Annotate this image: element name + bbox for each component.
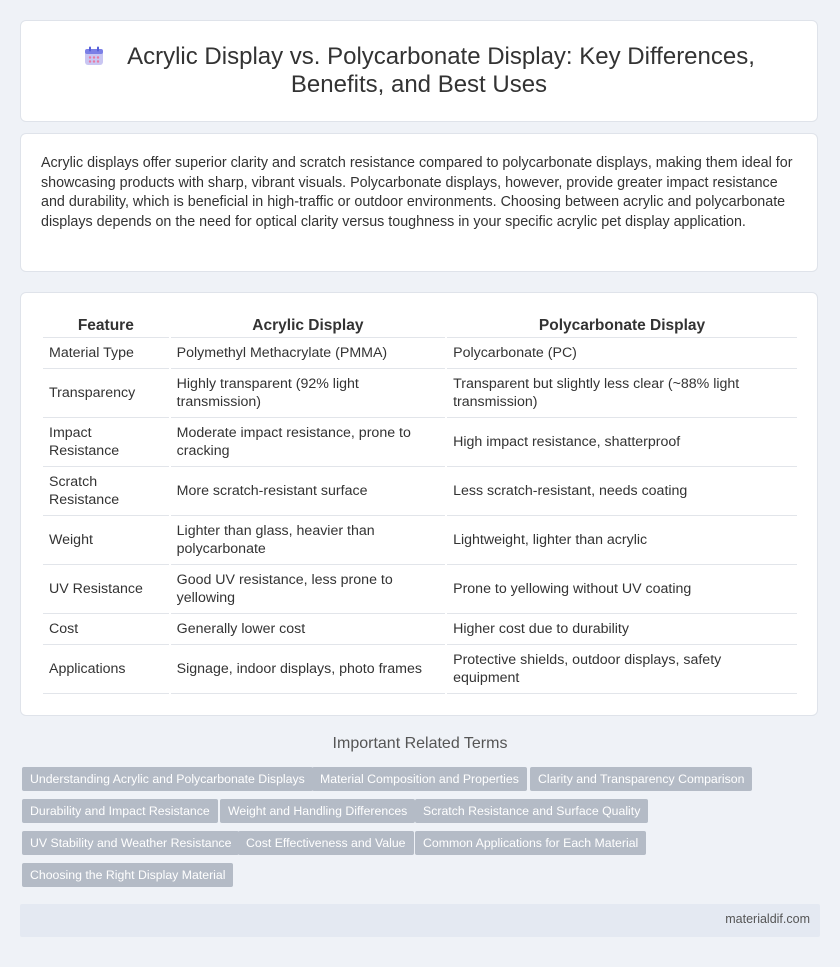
cell-polycarbonate: Higher cost due to durability — [447, 614, 797, 645]
related-term-tag[interactable]: Material Composition and Properties — [312, 767, 527, 791]
intro-card — [20, 133, 818, 272]
cell-feature: Impact Resistance — [43, 418, 169, 467]
related-term-tag[interactable]: UV Stability and Weather Resistance — [22, 831, 239, 855]
title-text-1: Acrylic Display vs. Polycarbonate Display: Key Differences, — [127, 43, 755, 70]
cell-feature: Weight — [43, 516, 169, 565]
related-terms-heading: Important Related Terms — [332, 735, 508, 752]
cell-feature: Material Type — [43, 338, 169, 369]
table-header-row — [43, 315, 797, 338]
footer-bar — [20, 904, 820, 937]
cell-feature: Scratch Resistance — [43, 467, 169, 516]
intro-paragraph: Acrylic displays offer superior clarity and scratch resistance compared to polycarbonate displays, making them ideal for showcasing products with sharp, vibrant visuals. Polycarbonate displays, however, provide greater impact resistance and durability, which is beneficial in high-traffic or outdoor environments. Choosing between acrylic and polycarbonate displays depends on the need for optical clarity versus toughness in your specific acrylic pet display application. — [41, 155, 793, 230]
related-term-tag[interactable]: Durability and Impact Resistance — [22, 799, 218, 823]
comparison-card — [20, 292, 818, 716]
cell-acrylic: Good UV resistance, less prone to yellowing — [171, 565, 445, 614]
header-feature: Feature — [43, 315, 169, 338]
cell-acrylic: Moderate impact resistance, prone to cracking — [171, 418, 445, 467]
calendar-icon — [83, 45, 105, 67]
table-row — [43, 516, 797, 565]
comparison-table — [41, 315, 799, 694]
cell-polycarbonate: Transparent but slightly less clear (~88% light transmission) — [447, 369, 797, 418]
table-row — [43, 645, 797, 694]
related-term-tag[interactable]: Common Applications for Each Material — [415, 831, 646, 855]
table-row — [43, 565, 797, 614]
cell-feature: UV Resistance — [43, 565, 169, 614]
header-polycarbonate: Polycarbonate Display — [447, 315, 797, 338]
related-term-tag[interactable]: Scratch Resistance and Surface Quality — [415, 799, 648, 823]
page-title-line-1 — [21, 43, 817, 71]
page-title-line-2: Benefits, and Best Uses — [290, 71, 548, 98]
cell-polycarbonate: Prone to yellowing without UV coating — [447, 565, 797, 614]
related-term-tag[interactable]: Understanding Acrylic and Polycarbonate Displays — [22, 767, 313, 791]
cell-polycarbonate: High impact resistance, shatterproof — [447, 418, 797, 467]
header-acrylic: Acrylic Display — [171, 315, 445, 338]
table-row — [43, 467, 797, 516]
title-card — [20, 20, 818, 122]
cell-feature: Cost — [43, 614, 169, 645]
related-term-tag[interactable]: Clarity and Transparency Comparison — [530, 767, 752, 791]
cell-acrylic: Lighter than glass, heavier than polycarbonate — [171, 516, 445, 565]
cell-polycarbonate: Protective shields, outdoor displays, safety equipment — [447, 645, 797, 694]
cell-polycarbonate: Polycarbonate (PC) — [447, 338, 797, 369]
cell-acrylic: Generally lower cost — [171, 614, 445, 645]
related-term-tag[interactable]: Cost Effectiveness and Value — [238, 831, 414, 855]
cell-acrylic: Signage, indoor displays, photo frames — [171, 645, 445, 694]
cell-acrylic: Polymethyl Methacrylate (PMMA) — [171, 338, 445, 369]
cell-acrylic: More scratch-resistant surface — [171, 467, 445, 516]
related-term-tag[interactable]: Weight and Handling Differences — [220, 799, 415, 823]
related-term-tag[interactable]: Choosing the Right Display Material — [22, 863, 233, 887]
cell-feature: Transparency — [43, 369, 169, 418]
table-row — [43, 418, 797, 467]
cell-polycarbonate: Less scratch-resistant, needs coating — [447, 467, 797, 516]
cell-feature: Applications — [43, 645, 169, 694]
cell-acrylic: Highly transparent (92% light transmission) — [171, 369, 445, 418]
footer-site-link[interactable]: materialdif.com — [725, 912, 810, 926]
cell-polycarbonate: Lightweight, lighter than acrylic — [447, 516, 797, 565]
table-row — [43, 338, 797, 369]
table-row — [43, 614, 797, 645]
table-row — [43, 369, 797, 418]
